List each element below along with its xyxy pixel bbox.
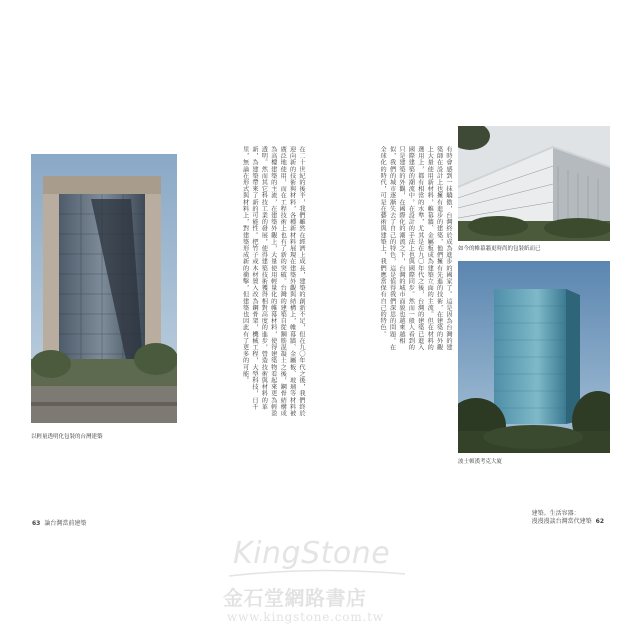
caption-left-photo: 以輕量透明化包裝的台灣建築 [31, 434, 103, 440]
right-text-column: 有時會感到一抹驕傲，台灣終於成為進步的國家了。這是因為台灣的建築師在設計上也擁有進步的建築，他們擁有先進的技術，在建築的外觀上大量使用新材料，帷幕牆、金屬板成為建築立面的主流。但在材料的選用上，都有相當的水準，尤其是在九〇年代之後，台灣的建築已進入國際建築的潮流中，在設計的手法上也與國際同步。然而一般人看到的只是建築的外觀，在國際化的潮流之下，台灣的城市面貌也越來越相似，我們的城市逐漸失去了自己的特色，這是值得我們深思的問題。在全球化的時代，可是在藝術與建築上，我們應當保有自己的特色。 [379, 146, 452, 351]
running-title-right-line2: 漫漫漫談台灣當代建築 [531, 518, 592, 525]
running-title-right-line1: 建築。生活容器： [531, 510, 580, 517]
footer-right [532, 510, 604, 526]
watermark-url-text: www.kingstone.com.tw [227, 610, 384, 624]
caption-bottom-right-photo: 波士頓漢考克大廈 [458, 459, 503, 465]
building-photo-bottom-right [458, 261, 610, 453]
watermark-swoosh-icon [227, 568, 407, 578]
running-title-left: 論台灣當前建築 [44, 520, 87, 527]
building-photo-left [31, 154, 177, 423]
page-number-left: 63 [32, 520, 41, 527]
building-photo-top-right [458, 126, 610, 241]
watermark-chinese-text: 金石堂網路書店 [223, 586, 367, 610]
page-number-right: 62 [595, 518, 604, 525]
left-text-column: 在二十世紀的後半，我們雖然在經濟上成長，建築的創新不足，但在九〇年代之後，我們終於迎向新的技術與材料，各種新材料展現在建築外觀與結構上，帷幕牆、金屬板、玻璃等材料被廣泛地使用，而在工程技術上也有了新的突破。台灣的建築自從鋼筋混凝土之後，鋼骨結構成為高樓建築的主流，在建築外觀上，大量使用輕量化的帷幕材料，使得建築物看起來更為輕盈透明。然而其它科技工業的發展，使得建築技術獲得相對高度的進步，營造技術與材料的革新，為建築帶來了新的可能性。把竹子或木材置入改為鋼骨架，機械工程，大型科技，日千里，無論在形式與材料上，對建築形成新的衝擊，但建築也因此有了更多的可能。 [241, 146, 305, 417]
watermark-logo-text: KingStone [233, 536, 391, 571]
kingstone-watermark [175, 536, 465, 631]
footer-left [32, 518, 86, 527]
caption-top-right-photo: 如今的帷幕牆更時尚的包裝紙而已 [458, 246, 541, 252]
